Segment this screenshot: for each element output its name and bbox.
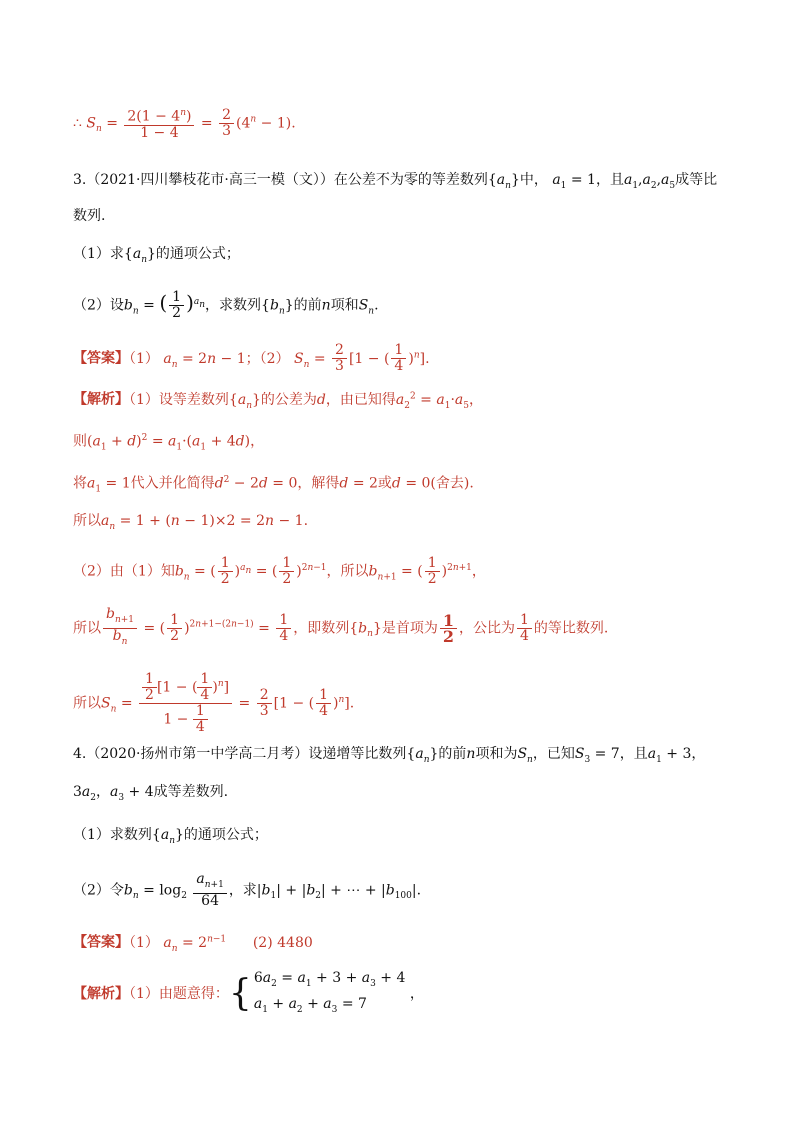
question-4-part-1: （1）求数列$\{a_n\}$的通项公式； <box>73 827 268 846</box>
question-3-analysis-2: 则$(a_1 + d)^2 = a_1\cdot(a_1 + 4d)$， <box>73 433 265 453</box>
question-3-analysis-3: 将$a_1 = 1$代入并化简得$d^2 - 2d = 0$，解得d = 2或d = 0(舍去). <box>73 475 474 495</box>
question-3-analysis-7: 所以$S_n$ = $\frac{1}{2}$ [1 − ( $\frac{1}{4}$ )$^n$] 1 − $\frac{1}{4}$ = $\frac{2}{3}$ [1 − ( $\frac{1}{4}$ )$^n$]. <box>73 671 355 735</box>
question-3-header: 3.（2021·四川攀枝花市·高三一模（文））在公差不为零的等差数列$\{a_n\}$中， $a_1 = 1$，且$a_1,a_2,a_5$成等比 <box>73 172 718 191</box>
formula-sn-result: ∴ $S_n$ = $\frac{2(1 - 4^n)}{1 - 4}$ = $\frac{2}{3}$ $(4^n - 1)$. <box>73 106 296 141</box>
question-3-answer: 【答案】（1） $a_n = 2n - 1$；（2） $S_n$ = $\frac{2}{3}$ [1 − ( $\frac{1}{4}$ )$^n$]. <box>73 342 430 374</box>
question-4-answer: 【答案】（1） $a_n = 2^{n-1}$ (2) 4480 <box>73 934 313 954</box>
question-3-analysis-5: （2）由（1）知$b_n$ = ( $\frac{1}{2}$ )$^{a_n}$ = ( $\frac{1}{2}$ )$^{2n-1}$，所以$b_{n+1}$ = ( $\frac{1}{2}$ )$^{2n+1}$， <box>73 555 486 587</box>
question-3-part-2: （2）设$b_n$ = ( $\frac{1}{2}$ )$^{a_n}$，求数列$\{b_n\}$的前n项和$S_n$. <box>73 289 379 321</box>
question-4-header: 4.（2020·扬州市第一中学高二月考）设递增等比数列$\{a_n\}$的前n项和为$S_n$，已知$S_3 = 7$，且$a_1 + 3$， <box>73 746 706 765</box>
question-4-part-2: （2）令$b_n = \log_2$ $\frac{a_{n+1}}{64}$ ，求$|b_1| + |b_2|$ + ⋯ + $|b_{100}|$. <box>73 871 422 909</box>
question-3-analysis-6: 所以 $\frac{b_{n+1}}{b_n}$ = ( $\frac{1}{2}$ )$^{2n+1-(2n-1)}$ = $\frac{1}{4}$ ，即数列$\{b_n\}$是首项为 $\frac{1}{2}$ ，公比为 $\frac{1}{4}$ 的等比数列. <box>73 606 609 647</box>
question-3-analysis-1: 【解析】（1）设等差数列$\{a_n\}$的公差为d，由已知得$a_2^2 = a_1\cdot a_5$， <box>73 391 483 411</box>
question-4-header-cont: $3a_2$，$a_3 + 4$成等差数列. <box>73 784 229 803</box>
question-3-header-cont: 数列. <box>73 208 106 224</box>
question-4-analysis: 【解析】（1）由题意得：{ $6a_2 = a_1 + 3 + a_3 + 4$ $a_1 + a_2 + a_3 = 7$ ， <box>73 970 424 1015</box>
question-3-part-1: （1）求$\{a_n\}$的通项公式； <box>73 246 240 265</box>
question-3-analysis-4: 所以$a_n = 1 + (n - 1)\times 2 = 2n - 1$. <box>73 513 309 532</box>
